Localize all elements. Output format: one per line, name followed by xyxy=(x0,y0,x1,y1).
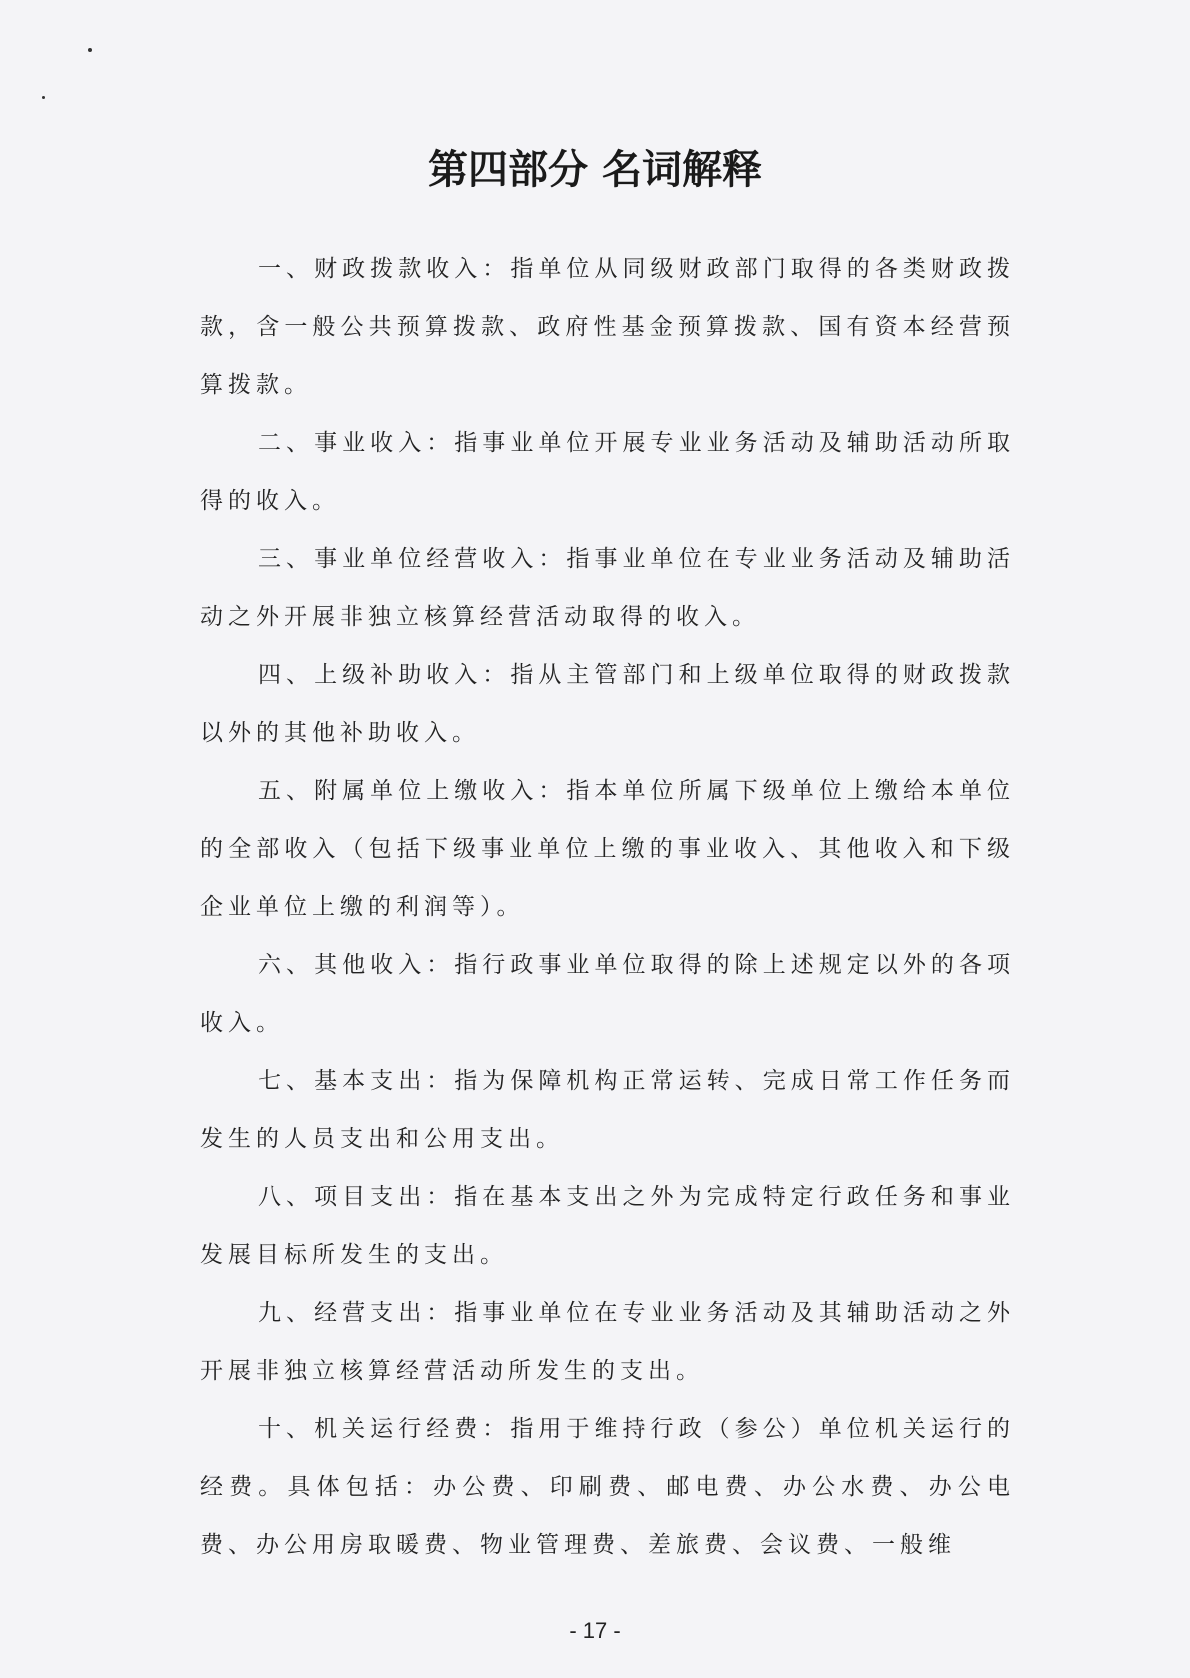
paragraph: 二、事业收入：指事业单位开展专业业务活动及辅助活动所取得的收入。 xyxy=(200,430,1015,514)
paragraph: 六、其他收入：指行政事业单位取得的除上述规定以外的各项收入。 xyxy=(200,952,1015,1036)
paragraph: 五、附属单位上缴收入：指本单位所属下级单位上缴给本单位的全部收入（包括下级事业单位上缴的事业收入、其他收入和下级企业单位上缴的利润等）。 xyxy=(200,778,1015,920)
page-number: - 17 - xyxy=(569,1618,621,1643)
document-body xyxy=(200,240,1015,1574)
paragraph: 九、经营支出：指事业单位在专业业务活动及其辅助活动之外开展非独立核算经营活动所发生的支出。 xyxy=(200,1300,1015,1384)
paragraph: 八、项目支出：指在基本支出之外为完成特定行政任务和事业发展目标所发生的支出。 xyxy=(200,1184,1015,1268)
scan-speck xyxy=(88,48,92,52)
paragraph: 十、机关运行经费：指用于维持行政（参公）单位机关运行的经费。具体包括：办公费、印刷费、邮电费、办公水费、办公电费、办公用房取暖费、物业管理费、差旅费、会议费、一般维 xyxy=(200,1416,1015,1558)
scan-speck xyxy=(42,96,45,99)
paragraph: 四、上级补助收入：指从主管部门和上级单位取得的财政拨款以外的其他补助收入。 xyxy=(200,662,1015,746)
paragraph: 三、事业单位经营收入：指事业单位在专业业务活动及辅助活动之外开展非独立核算经营活动取得的收入。 xyxy=(200,546,1015,630)
paragraph: 一、财政拨款收入：指单位从同级财政部门取得的各类财政拨款，含一般公共预算拨款、政府性基金预算拨款、国有资本经营预算拨款。 xyxy=(200,256,1015,398)
page-title: 第四部分 名词解释 xyxy=(428,147,762,193)
paragraph: 七、基本支出：指为保障机构正常运转、完成日常工作任务而发生的人员支出和公用支出。 xyxy=(200,1068,1015,1152)
